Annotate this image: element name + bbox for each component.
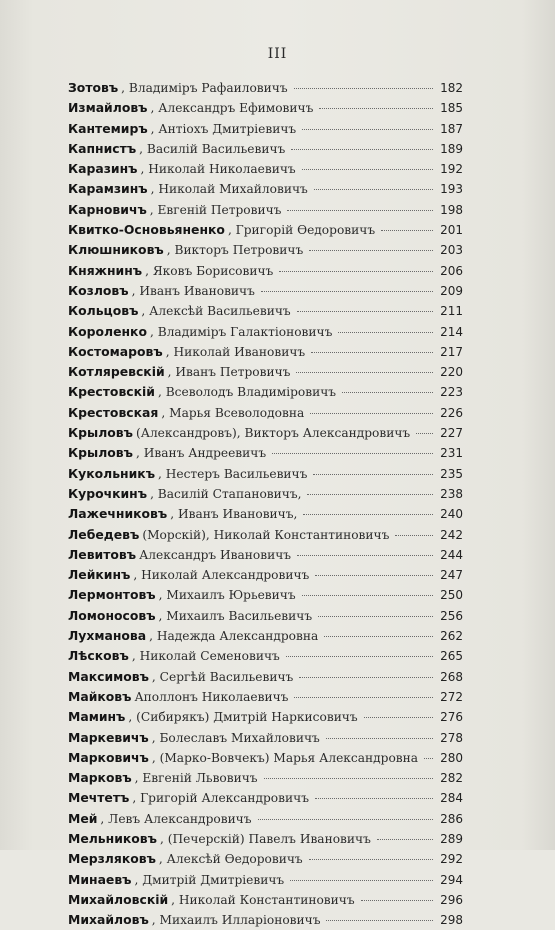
entry-page-number: 262 xyxy=(440,629,463,644)
dot-leader xyxy=(361,900,433,901)
dot-leader xyxy=(297,311,433,312)
toc-entry xyxy=(68,687,463,707)
author-surname: Мей xyxy=(68,810,98,826)
author-surname: Ломоносовъ xyxy=(68,607,156,623)
author-surname: Марковичъ xyxy=(68,749,149,765)
author-given-name: , Николай Ивановичъ xyxy=(165,344,306,359)
entry-page-number: 220 xyxy=(440,365,463,380)
table-of-contents xyxy=(68,78,463,930)
entry-page-number: 193 xyxy=(440,182,463,197)
entry-page-number: 223 xyxy=(440,385,463,400)
entry-page-number: 192 xyxy=(440,162,463,177)
author-given-name: , Михаилъ Юрьевичъ xyxy=(158,588,296,603)
author-surname: Квитко-Основьяненко xyxy=(68,222,225,238)
entry-page-number: 185 xyxy=(440,101,463,116)
dot-leader xyxy=(324,636,433,637)
author-given-name: , Яковъ Борисовичъ xyxy=(145,263,274,278)
toc-entry xyxy=(68,200,463,220)
dot-leader xyxy=(309,859,433,860)
author-given-name: , Дмитрій Дмитріевичъ xyxy=(134,872,285,887)
toc-entry xyxy=(68,768,463,788)
author-given-name: , Викторъ Петровичъ xyxy=(166,243,304,258)
author-surname: Максимовъ xyxy=(68,668,149,684)
author-surname: Крестовскій xyxy=(68,384,155,400)
dot-leader xyxy=(272,453,433,454)
dot-leader xyxy=(302,129,433,130)
entry-page-number: 244 xyxy=(440,547,463,562)
dot-leader xyxy=(311,352,433,353)
entry-page-number: 268 xyxy=(440,669,463,684)
author-surname: Маминъ xyxy=(68,709,126,725)
dot-leader xyxy=(313,474,433,475)
author-given-name: , (Печерскій) Павелъ Ивановичъ xyxy=(159,831,371,846)
toc-entry xyxy=(68,362,463,382)
author-given-name: , Николай Михайловичъ xyxy=(150,182,308,197)
author-given-name: (Александровъ), Викторъ Александровичъ xyxy=(135,426,411,441)
author-given-name: , (Сибирякъ) Дмитрій Наркисовичъ xyxy=(128,710,358,725)
entry-page-number: 189 xyxy=(440,141,463,156)
author-given-name: , Николай Николаевичъ xyxy=(140,162,296,177)
entry-page-number: 227 xyxy=(440,426,463,441)
dot-leader xyxy=(307,494,433,495)
author-given-name: , Иванъ Петровичъ xyxy=(167,365,291,380)
author-surname: Котляревскій xyxy=(68,364,165,380)
dot-leader xyxy=(302,169,433,170)
author-surname: Лѣсковъ xyxy=(68,648,129,664)
author-surname: Минаевъ xyxy=(68,871,132,887)
toc-entry xyxy=(68,667,463,687)
author-given-name: , Василій Стапановичъ, xyxy=(150,486,302,501)
author-given-name: , Алексѣй Васильевичъ xyxy=(141,304,291,319)
author-surname: Каразинъ xyxy=(68,161,138,177)
author-surname: Козловъ xyxy=(68,282,129,298)
author-given-name: Александръ Ивановичъ xyxy=(139,547,292,562)
toc-entry xyxy=(68,890,463,910)
author-given-name: , Александръ Ефимовичъ xyxy=(150,101,314,116)
dot-leader xyxy=(314,189,433,190)
dot-leader xyxy=(338,332,433,333)
entry-page-number: 298 xyxy=(440,913,463,928)
toc-entry xyxy=(68,464,463,484)
dot-leader xyxy=(290,880,433,881)
entry-page-number: 276 xyxy=(440,710,463,725)
author-surname: Карновичъ xyxy=(68,201,147,217)
dot-leader xyxy=(318,616,433,617)
author-given-name: Аполлонъ Николаевичъ xyxy=(134,689,289,704)
entry-page-number: 278 xyxy=(440,730,463,745)
author-surname: Михайловъ xyxy=(68,912,149,928)
entry-page-number: 294 xyxy=(440,872,463,887)
toc-entry xyxy=(68,504,463,524)
author-given-name: , Иванъ Ивановичъ xyxy=(131,283,255,298)
author-given-name: , Владиміръ Галактіоновичъ xyxy=(149,324,333,339)
entry-page-number: 214 xyxy=(440,324,463,339)
author-given-name: , Всеволодъ Владиміровичъ xyxy=(157,385,337,400)
author-given-name: , Николай Семеновичъ xyxy=(131,649,280,664)
author-surname: Левитовъ xyxy=(68,546,137,562)
dot-leader xyxy=(416,433,433,434)
entry-page-number: 280 xyxy=(440,750,463,765)
author-given-name: , Иванъ Андреевичъ xyxy=(135,446,267,461)
toc-entry xyxy=(68,139,463,159)
toc-entry xyxy=(68,220,463,240)
author-given-name: , Антіохъ Дмитріевичъ xyxy=(150,121,297,136)
entry-page-number: 187 xyxy=(440,121,463,136)
author-given-name: , Григорій Александровичъ xyxy=(132,791,309,806)
author-given-name: , Болеславъ Михайловичъ xyxy=(151,730,320,745)
dot-leader xyxy=(287,210,433,211)
author-surname: Лейкинъ xyxy=(68,567,131,583)
entry-page-number: 242 xyxy=(440,527,463,542)
entry-page-number: 201 xyxy=(440,223,463,238)
entry-page-number: 284 xyxy=(440,791,463,806)
author-surname: Клюшниковъ xyxy=(68,242,164,258)
entry-page-number: 286 xyxy=(440,811,463,826)
author-surname: Костомаровъ xyxy=(68,343,163,359)
toc-entry xyxy=(68,910,463,930)
entry-page-number: 282 xyxy=(440,771,463,786)
author-given-name: , Надежда Александровна xyxy=(149,629,319,644)
toc-entry xyxy=(68,728,463,748)
toc-entry xyxy=(68,261,463,281)
author-surname: Кантемиръ xyxy=(68,120,148,136)
entry-page-number: 247 xyxy=(440,568,463,583)
entry-page-number: 182 xyxy=(440,81,463,95)
entry-page-number: 256 xyxy=(440,608,463,623)
author-given-name: , Марья Всеволодовна xyxy=(161,405,305,420)
toc-entry xyxy=(68,870,463,890)
author-given-name: , Левъ Александровичъ xyxy=(100,811,252,826)
entry-page-number: 209 xyxy=(440,283,463,298)
toc-entry xyxy=(68,342,463,362)
dot-leader xyxy=(286,656,433,657)
dot-leader xyxy=(395,535,433,536)
dot-leader xyxy=(364,717,433,718)
dot-leader xyxy=(310,413,433,414)
toc-entry xyxy=(68,849,463,869)
toc-entry xyxy=(68,646,463,666)
toc-entry xyxy=(68,809,463,829)
author-given-name: , Михаилъ Васильевичъ xyxy=(158,608,313,623)
author-surname: Лажечниковъ xyxy=(68,506,168,522)
author-given-name: , Сергѣй Васильевичъ xyxy=(151,669,294,684)
entry-page-number: 272 xyxy=(440,689,463,704)
author-given-name: , Михаилъ Илларіоновичъ xyxy=(151,913,321,928)
author-given-name: , Григорій Ѳедоровичъ xyxy=(227,223,376,238)
toc-entry xyxy=(68,423,463,443)
dot-leader xyxy=(279,271,433,272)
toc-entry xyxy=(68,301,463,321)
dot-leader xyxy=(299,677,433,678)
toc-entry xyxy=(68,98,463,118)
entry-page-number: 240 xyxy=(440,507,463,522)
toc-entry xyxy=(68,525,463,545)
toc-entry xyxy=(68,443,463,463)
author-given-name: (Морскій), Николай Константиновичъ xyxy=(142,527,390,542)
author-surname: Карамзинъ xyxy=(68,181,148,197)
entry-page-number: 226 xyxy=(440,405,463,420)
dot-leader xyxy=(424,758,433,759)
author-given-name: , Владиміръ Рафаиловичъ xyxy=(121,81,288,95)
entry-page-number: 265 xyxy=(440,649,463,664)
dot-leader xyxy=(261,291,433,292)
author-surname: Михайловскій xyxy=(68,891,169,907)
dot-leader xyxy=(377,839,433,840)
author-surname: Марковъ xyxy=(68,770,132,786)
page-number: III xyxy=(267,46,288,62)
toc-entry xyxy=(68,585,463,605)
toc-entry xyxy=(68,565,463,585)
author-surname: Кольцовъ xyxy=(68,303,139,319)
author-given-name: , Евгеній Петровичъ xyxy=(149,202,282,217)
dot-leader xyxy=(381,230,433,231)
author-surname: Маркевичъ xyxy=(68,729,149,745)
entry-page-number: 296 xyxy=(440,892,463,907)
dot-leader xyxy=(342,392,433,393)
dot-leader xyxy=(296,372,433,373)
author-given-name: , Алексѣй Ѳедоровичъ xyxy=(158,852,303,867)
toc-entry xyxy=(68,159,463,179)
dot-leader xyxy=(303,514,433,515)
toc-entry xyxy=(68,545,463,565)
dot-leader xyxy=(326,920,433,921)
author-surname: Крыловъ xyxy=(68,425,133,441)
dot-leader xyxy=(264,778,433,779)
entry-page-number: 206 xyxy=(440,263,463,278)
author-surname: Лермонтовъ xyxy=(68,587,156,603)
entry-page-number: 289 xyxy=(440,831,463,846)
author-surname: Зотовъ xyxy=(68,80,119,95)
author-given-name: , Иванъ Ивановичъ, xyxy=(170,507,298,522)
toc-entry xyxy=(68,119,463,139)
toc-entry xyxy=(68,748,463,768)
dot-leader xyxy=(294,88,433,89)
dot-leader xyxy=(297,555,433,556)
toc-entry xyxy=(68,829,463,849)
author-given-name: , Николай Александровичъ xyxy=(133,568,310,583)
author-given-name: , Евгеній Львовичъ xyxy=(134,771,258,786)
toc-entry xyxy=(68,403,463,423)
author-surname: Короленко xyxy=(68,323,147,339)
dot-leader xyxy=(291,149,433,150)
author-surname: Княжнинъ xyxy=(68,262,143,278)
toc-entry xyxy=(68,788,463,808)
entry-page-number: 250 xyxy=(440,588,463,603)
entry-page-number: 203 xyxy=(440,243,463,258)
author-surname: Курочкинъ xyxy=(68,485,148,501)
author-surname: Лухманова xyxy=(68,628,147,644)
author-surname: Мельниковъ xyxy=(68,830,157,846)
toc-entry xyxy=(68,179,463,199)
entry-page-number: 198 xyxy=(440,202,463,217)
author-surname: Мерзляковъ xyxy=(68,851,156,867)
dot-leader xyxy=(258,819,434,820)
dot-leader xyxy=(326,738,433,739)
author-surname: Лебедевъ xyxy=(68,526,140,542)
dot-leader xyxy=(294,697,433,698)
author-surname: Майковъ xyxy=(68,688,132,704)
toc-entry xyxy=(68,78,463,98)
toc-entry xyxy=(68,322,463,342)
toc-entry xyxy=(68,240,463,260)
author-given-name: , (Марко-Вовчекъ) Марья Александровна xyxy=(151,750,419,765)
toc-entry xyxy=(68,484,463,504)
author-surname: Капнистъ xyxy=(68,140,137,156)
entry-page-number: 238 xyxy=(440,486,463,501)
entry-page-number: 235 xyxy=(440,466,463,481)
author-given-name: , Николай Константиновичъ xyxy=(171,892,355,907)
entry-page-number: 231 xyxy=(440,446,463,461)
dot-leader xyxy=(315,575,433,576)
toc-entry xyxy=(68,707,463,727)
toc-entry xyxy=(68,626,463,646)
entry-page-number: 292 xyxy=(440,852,463,867)
author-surname: Измайловъ xyxy=(68,100,148,116)
toc-entry xyxy=(68,606,463,626)
entry-page-number: 217 xyxy=(440,344,463,359)
toc-entry xyxy=(68,382,463,402)
dot-leader xyxy=(315,798,433,799)
dot-leader xyxy=(302,595,433,596)
author-surname: Мечтетъ xyxy=(68,790,130,806)
dot-leader xyxy=(319,108,433,109)
entry-page-number: 211 xyxy=(440,304,463,319)
author-surname: Крестовская xyxy=(68,404,159,420)
author-surname: Кукольникъ xyxy=(68,465,156,481)
toc-entry xyxy=(68,281,463,301)
dot-leader xyxy=(309,250,433,251)
author-given-name: , Нестеръ Васильевичъ xyxy=(158,466,308,481)
author-surname: Крыловъ xyxy=(68,445,133,461)
author-given-name: , Василій Васильевичъ xyxy=(139,141,286,156)
